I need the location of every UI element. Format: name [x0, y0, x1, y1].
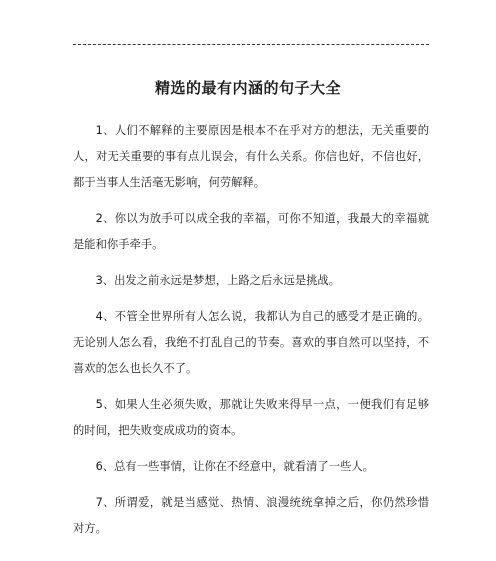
paragraph-7: 7、所谓爱，就是当感觉、热情、浪漫统统拿掉之后，你仍然珍惜对方。 — [73, 496, 429, 535]
paragraph-5: 5、如果人生必须失败，那就让失败来得早一点，一便我们有足够的时间，把失败变成成功的资本。 — [73, 398, 429, 437]
paragraph-1: 1、人们不解释的主要原因是根本不在乎对方的想法，无关重要的人，对无关重要的事有点儿误会，有什么关系。你信也好，不信也好，都于当事人生活毫无影响，何劳解释。 — [73, 124, 429, 189]
header-dashed-rule — [73, 44, 429, 45]
paragraph-4: 4、不管全世界所有人怎么说，我都认为自己的感受才是正确的。无论别人怎么看，我绝不打乱自己的节奏。喜欢的事自然可以坚持，不喜欢的怎么也长久不了。 — [73, 310, 429, 375]
document-title: 精选的最有内涵的句子大全 — [154, 79, 341, 97]
paragraph-3: 3、出发之前永远是梦想，上路之后永远是挑战。 — [95, 274, 341, 287]
paragraph-6: 6、总有一些事情，让你在不经意中，就看清了一些人。 — [95, 460, 374, 473]
paragraph-2: 2、你以为放手可以成全我的幸福，可你不知道，我最大的幸福就是能和你手牵手。 — [73, 212, 429, 251]
document-body — [73, 118, 429, 552]
